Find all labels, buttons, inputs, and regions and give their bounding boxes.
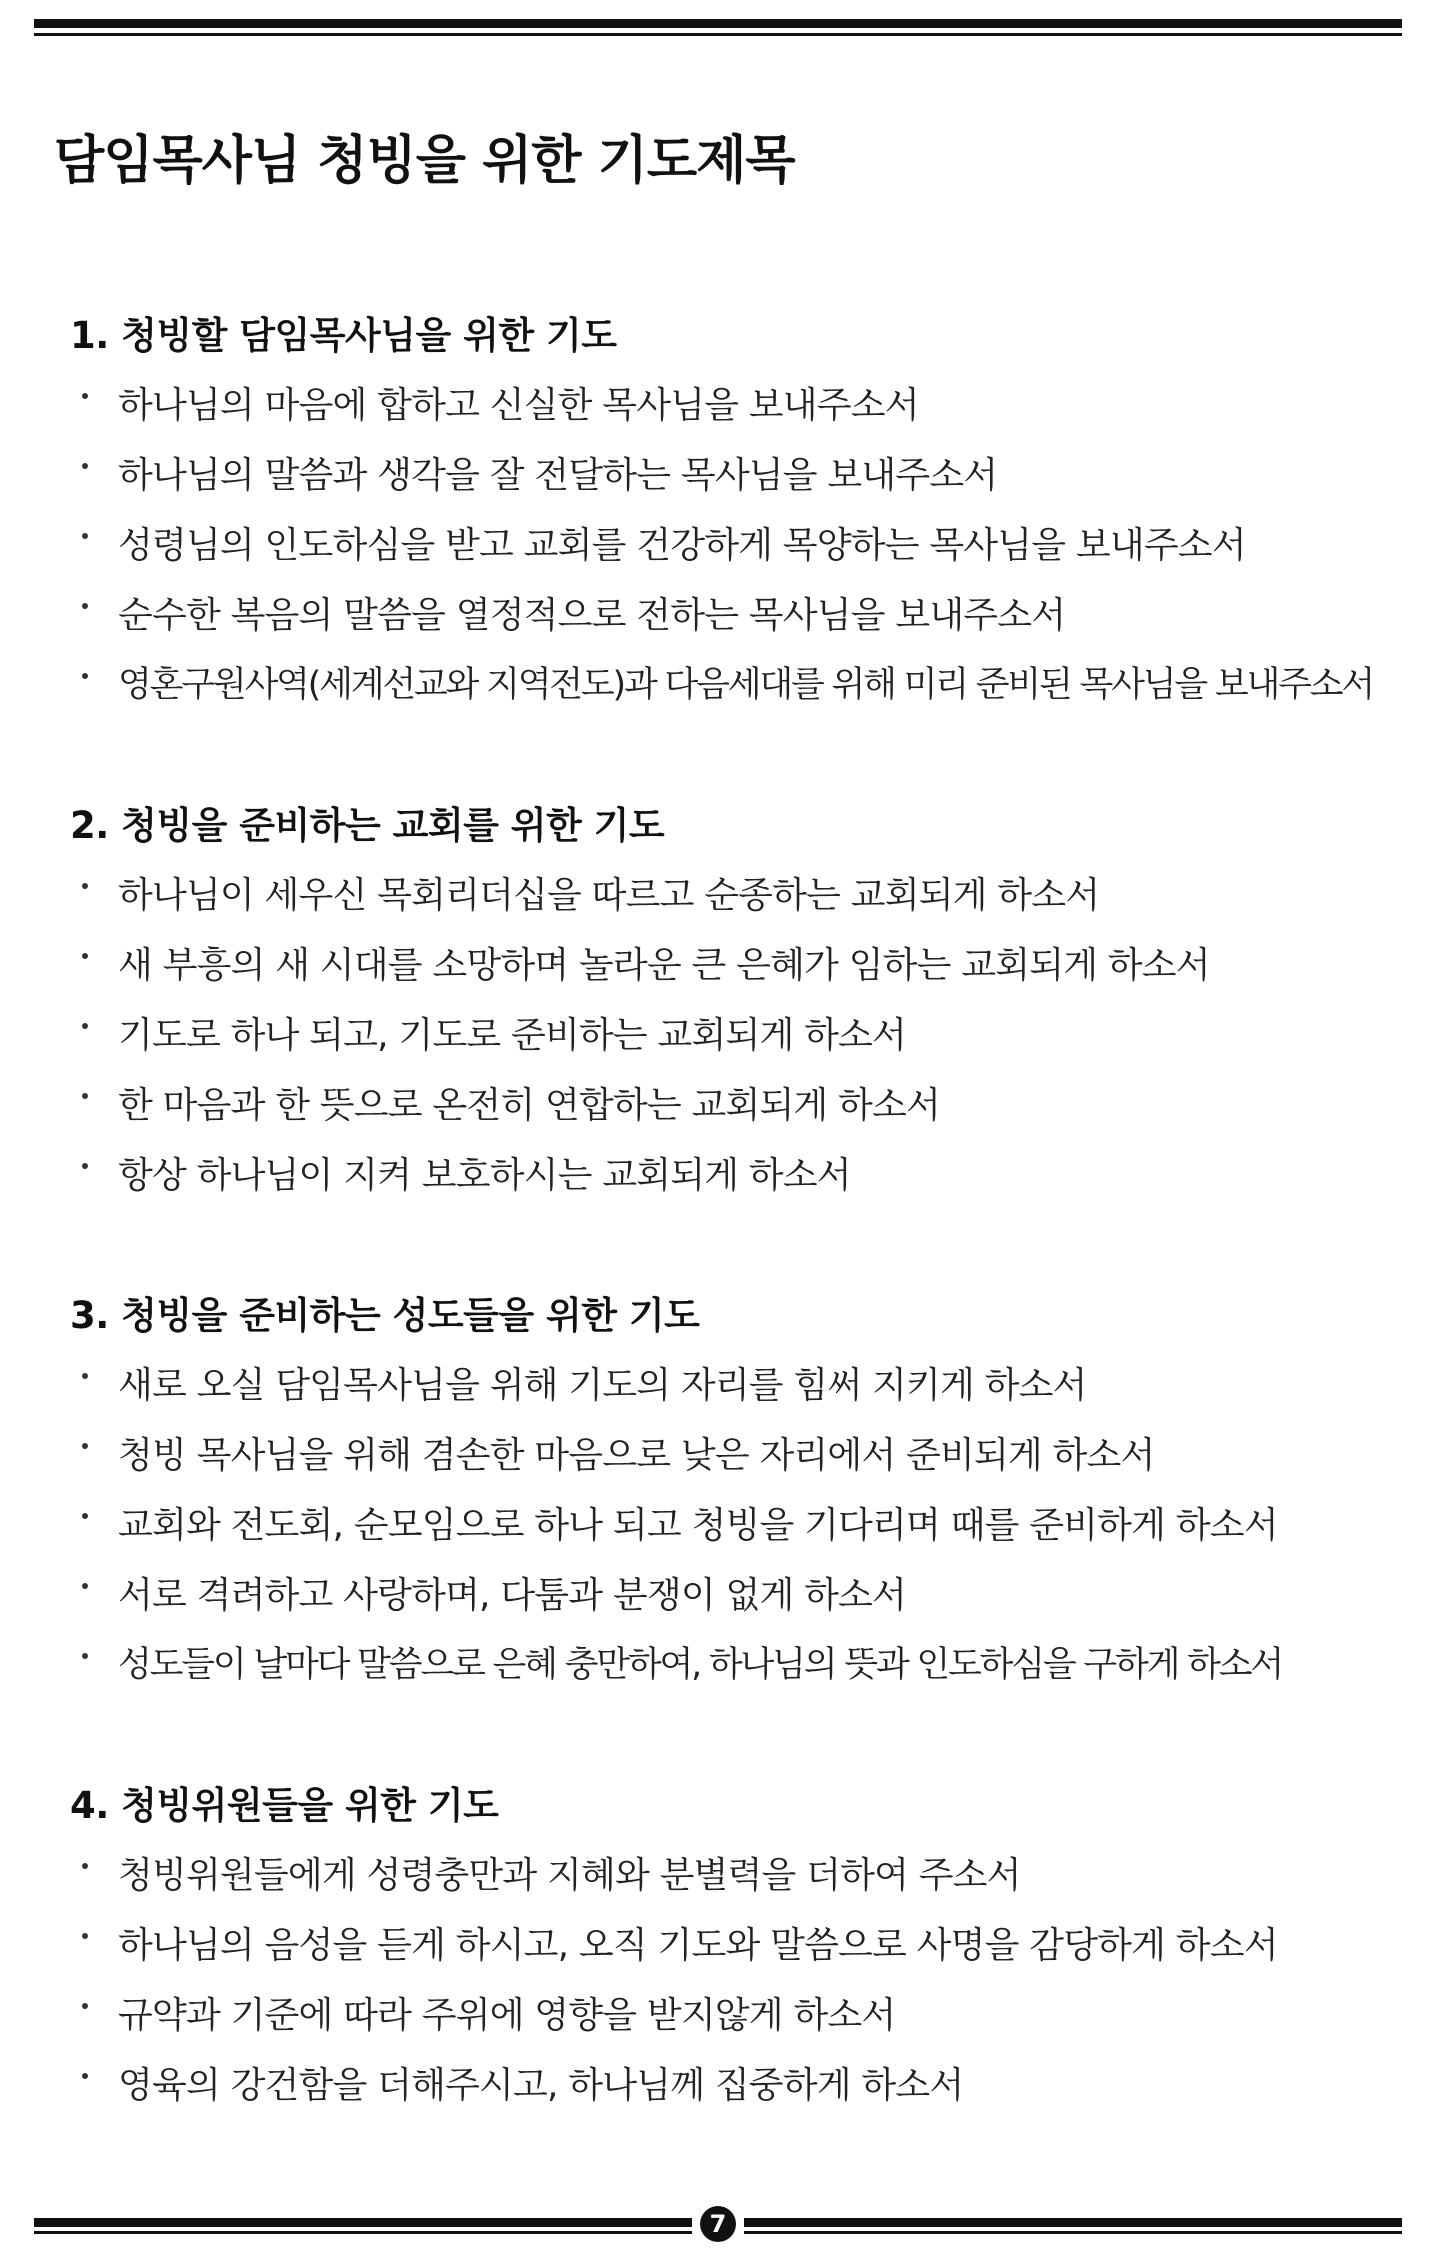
bullet-icon [82,603,88,609]
list-item [0,377,1436,433]
list-item [0,587,1436,643]
top-rule-thick [34,19,1402,28]
list-item [0,937,1436,993]
bottom-rule-right [744,2218,1402,2227]
section-heading: 2. 청빙을 준비하는 교회를 위한 기도 [70,804,665,847]
bullet-icon [82,1373,88,1379]
bullet-icon [82,1933,88,1939]
bottom-rule-left [34,2218,692,2227]
list-item-text: 하나님의 음성을 듣게 하시고, 오직 기도와 말씀으로 사명을 감당하게 하소서 [118,1925,1278,1966]
list-item-text: 청빙위원들에게 성령충만과 지혜와 분별력을 더하여 주소서 [118,1855,1021,1896]
bullet-icon [82,1163,88,1169]
list-item [0,1567,1436,1623]
list-item-text: 항상 하나님이 지켜 보호하시는 교회되게 하소서 [118,1155,851,1196]
bullet-icon [82,953,88,959]
page-number-badge: 7 [700,2206,736,2242]
bottom-rule-left-thin [34,2231,692,2234]
bullet-icon [82,1863,88,1869]
page-title: 담임목사님 청빙을 위한 기도제목 [54,131,795,191]
list-item-text: 새 부흥의 새 시대를 소망하며 놀라운 큰 은혜가 임하는 교회되게 하소서 [118,945,1210,986]
list-item [0,657,1436,713]
list-item-text: 영육의 강건함을 더해주시고, 하나님께 집중하게 하소서 [118,2065,964,2106]
list-item [0,1427,1436,1483]
bullet-icon [82,533,88,539]
list-item [0,1917,1436,1973]
bullet-icon [82,2003,88,2009]
bullet-icon [82,1443,88,1449]
list-item-text: 규약과 기준에 따라 주위에 영향을 받지않게 하소서 [118,1995,896,2036]
list-item [0,447,1436,503]
bullet-icon [82,1023,88,1029]
list-item [0,1987,1436,2043]
list-item-text: 성도들이 날마다 말씀으로 은혜 충만하여, 하나님의 뜻과 인도하심을 구하게 하소서 [118,1645,1282,1685]
list-item-text: 순수한 복음의 말씀을 열정적으로 전하는 목사님을 보내주소서 [118,595,1066,636]
list-item [0,1637,1436,1693]
list-item [0,1147,1436,1203]
bullet-icon [82,1513,88,1519]
section-heading: 1. 청빙할 담임목사님을 위한 기도 [70,314,617,357]
bullet-icon [82,463,88,469]
list-item-text: 성령님의 인도하심을 받고 교회를 건강하게 목양하는 목사님을 보내주소서 [118,525,1246,566]
bottom-rule-right-thin [744,2231,1402,2234]
list-item-text: 하나님의 마음에 합하고 신실한 목사님을 보내주소서 [118,385,919,426]
list-item-text: 한 마음과 한 뜻으로 온전히 연합하는 교회되게 하소서 [118,1085,940,1126]
list-item [0,1357,1436,1413]
bullet-icon [82,673,88,679]
list-item-text: 기도로 하나 되고, 기도로 준비하는 교회되게 하소서 [118,1015,907,1056]
list-item-text: 하나님의 말씀과 생각을 잘 전달하는 목사님을 보내주소서 [118,455,998,496]
list-item-text: 하나님이 세우신 목회리더십을 따르고 순종하는 교회되게 하소서 [118,875,1100,916]
section-heading: 4. 청빙위원들을 위한 기도 [70,1784,499,1827]
list-item [0,517,1436,573]
list-item [0,1077,1436,1133]
bullet-icon [82,1583,88,1589]
bullet-icon [82,883,88,889]
bullet-icon [82,1653,88,1659]
list-item [0,1007,1436,1063]
list-item-text: 청빙 목사님을 위해 겸손한 마음으로 낮은 자리에서 준비되게 하소서 [118,1435,1155,1476]
bullet-icon [82,1093,88,1099]
list-item [0,2057,1436,2113]
list-item-text: 교회와 전도회, 순모임으로 하나 되고 청빙을 기다리며 때를 준비하게 하소서 [118,1505,1278,1546]
bullet-icon [82,2073,88,2079]
list-item [0,1497,1436,1553]
bullet-icon [82,393,88,399]
list-item [0,1847,1436,1903]
list-item-text: 새로 오실 담임목사님을 위해 기도의 자리를 힘써 지키게 하소서 [118,1365,1087,1406]
list-item [0,867,1436,923]
list-item-text: 영혼구원사역(세계선교와 지역전도)과 다음세대를 위해 미리 준비된 목사님을 보내주소서 [118,665,1373,705]
section-heading: 3. 청빙을 준비하는 성도들을 위한 기도 [70,1294,700,1337]
top-rule-thin [34,33,1402,36]
list-item-text: 서로 격려하고 사랑하며, 다툼과 분쟁이 없게 하소서 [118,1575,907,1616]
